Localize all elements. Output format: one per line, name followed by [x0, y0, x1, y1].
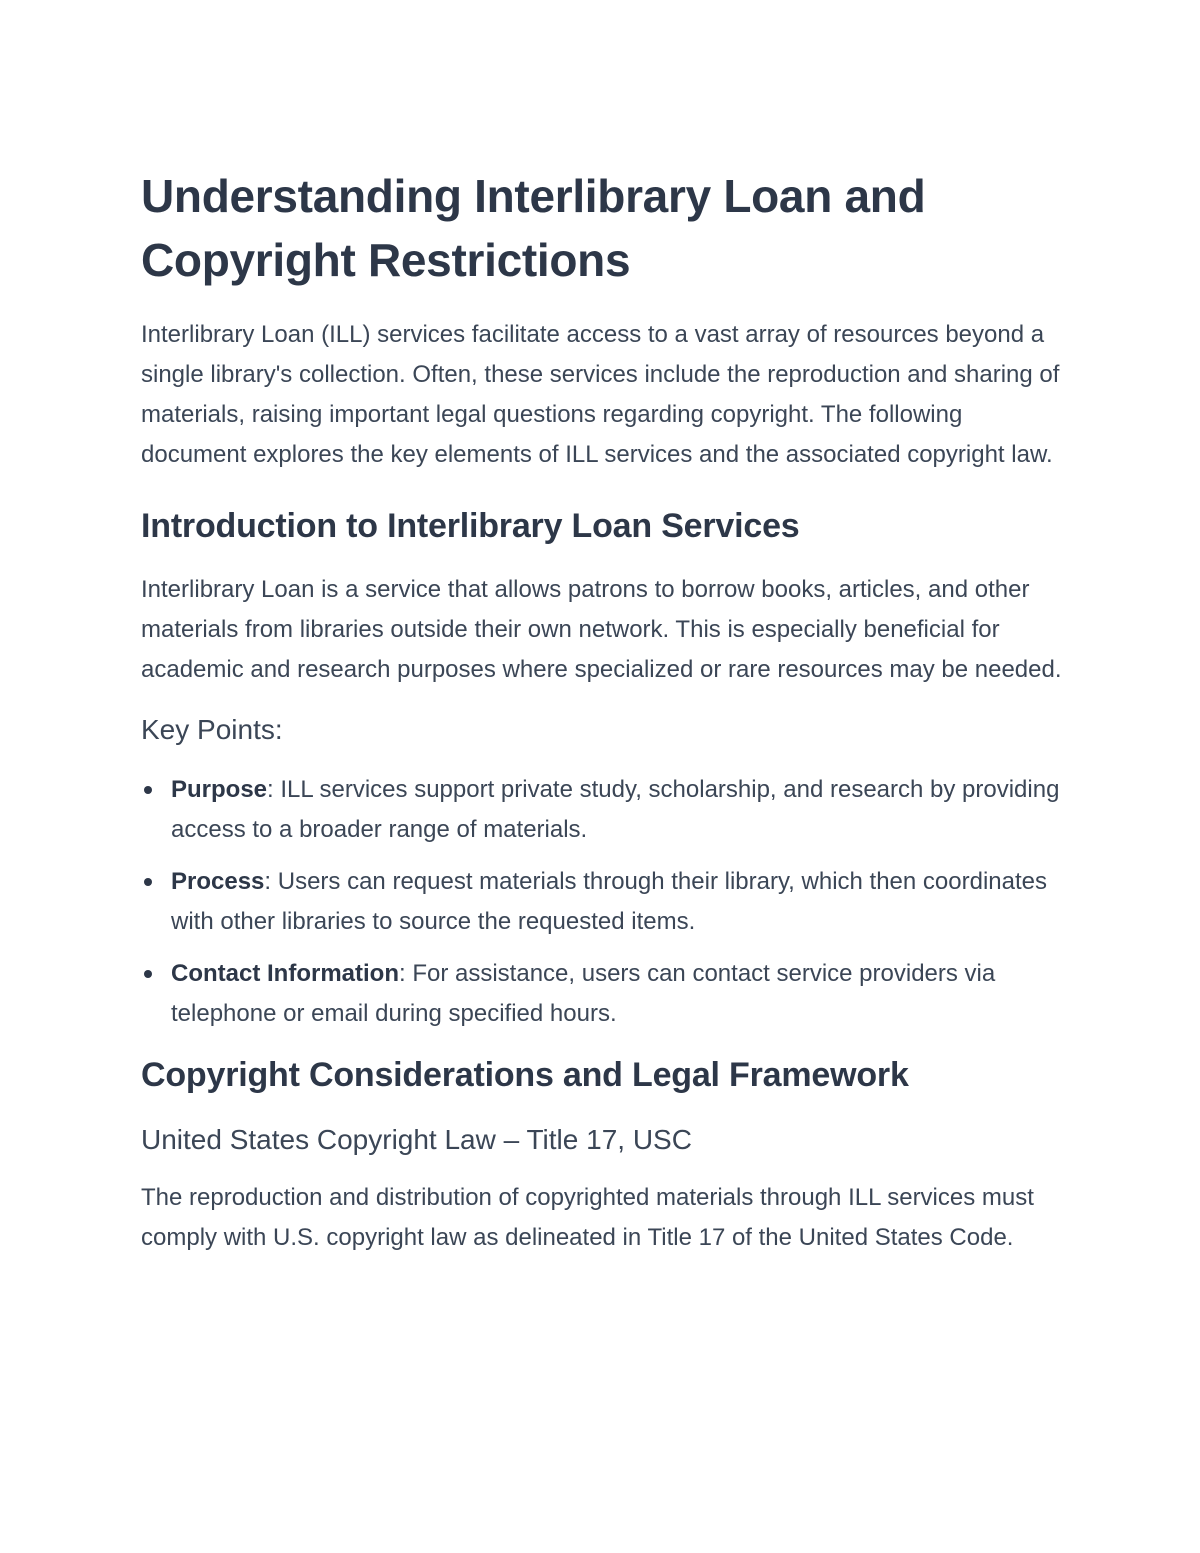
section-paragraph-introduction: Interlibrary Loan is a service that allows patrons to borrow books, articles, and other materials from libraries outside their own network. This is especially beneficial for academic and research purposes where specialized or rare resources may be needed.	[141, 576, 1062, 683]
list-item-term: Process	[171, 868, 265, 895]
bullet-icon	[144, 786, 152, 794]
list-item-term: Purpose	[171, 776, 268, 803]
list-item-text: : ILL services support private study, scholarship, and research by providing access to a broader range of materials.	[171, 776, 1060, 843]
copyright-law-subheading: United States Copyright Law – Title 17, USC	[141, 1124, 692, 1155]
bullet-icon	[144, 878, 152, 886]
bullet-icon	[144, 970, 152, 978]
list-item	[141, 954, 1066, 1034]
list-item-text: : Users can request materials through their library, which then coordinates with other libraries to source the requested items.	[171, 868, 1047, 935]
section-heading-introduction: Introduction to Interlibrary Loan Services	[141, 507, 800, 545]
list-item-term: Contact Information	[171, 960, 399, 987]
list-item	[141, 770, 1066, 850]
list-item-text: : For assistance, users can contact service providers via telephone or email during specified hours.	[171, 960, 996, 1027]
copyright-law-paragraph: The reproduction and distribution of copyrighted materials through ILL services must comply with U.S. copyright law as delineated in Title 17 of the United States Code.	[141, 1184, 1034, 1251]
document-title: Understanding Interlibrary Loan and Copyright Restrictions	[141, 170, 926, 286]
section-heading-copyright: Copyright Considerations and Legal Framework	[141, 1056, 909, 1094]
intro-paragraph: Interlibrary Loan (ILL) services facilitate access to a vast array of resources beyond a single library's collection. Often, these services include the reproduction and sharing of materials, raising important legal questions regarding copyright. The following document explores the key elements of ILL services and the associated copyright law.	[141, 321, 1060, 468]
key-points-list	[141, 770, 1066, 1034]
list-item	[141, 862, 1066, 942]
document-page	[141, 164, 1066, 1258]
key-points-heading: Key Points:	[141, 714, 283, 745]
